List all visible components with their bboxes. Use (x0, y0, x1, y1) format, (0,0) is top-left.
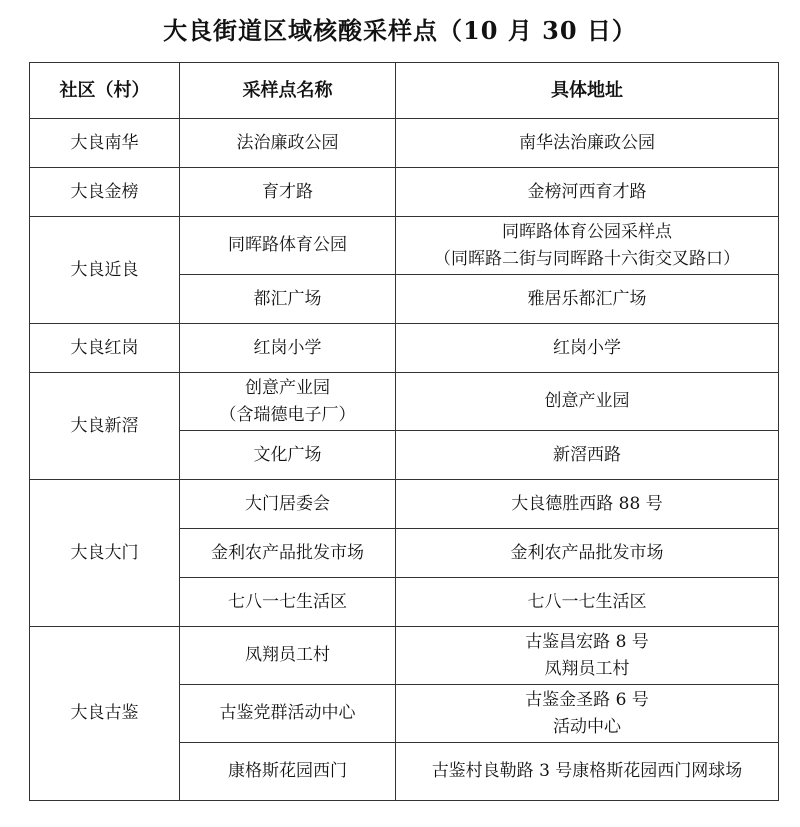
site-name-cell (180, 529, 396, 578)
header-address: 具体地址 (396, 63, 779, 119)
cell-text-line: 金榜河西育才路 (527, 181, 647, 202)
cell-text-line: 七八一七生活区 (527, 591, 647, 612)
cell-text-line: 金利农产品批发市场 (211, 542, 364, 563)
cell-text-line: 古鉴党群活动中心 (219, 703, 356, 723)
cell-text-line: 文化广场 (253, 444, 322, 465)
address-cell (396, 480, 779, 529)
cell-text-line: 育才路 (262, 181, 313, 202)
cell-text-line: 同晖路体育公园采样点 (502, 221, 672, 242)
community-cell: 大良金榜 (30, 168, 180, 217)
site-name-cell (180, 627, 396, 685)
cell-text-line: 同晖路体育公园 (228, 235, 347, 255)
address-cell (396, 743, 779, 801)
site-name-cell (180, 373, 396, 431)
cell-text-line: 金利农产品批发市场 (510, 542, 664, 563)
cell-text-line: 古鉴金圣路 6 号 (525, 689, 649, 710)
site-name-cell (180, 578, 396, 627)
table-row (30, 480, 779, 529)
site-name-cell (180, 431, 396, 480)
address-cell (396, 217, 779, 275)
cell-text-line: 都汇广场 (253, 288, 322, 309)
cell-text-line: 创意产业园 (245, 377, 330, 398)
community-cell: 大良大门 (30, 480, 180, 627)
site-name-cell (180, 217, 396, 275)
table-row (30, 324, 779, 373)
table-row (30, 217, 779, 275)
cell-text-line: （含瑞德电子厂） (219, 404, 356, 425)
community-cell: 大良红岗 (30, 324, 180, 373)
cell-text-line: （同晖路二街与同晖路十六街交叉路口） (434, 248, 740, 269)
site-name-cell (180, 324, 396, 373)
table-body (30, 119, 779, 801)
address-cell (396, 119, 779, 168)
cell-text-line: 新滘西路 (553, 444, 621, 465)
cell-text-line: 古鉴昌宏路 8 号 (525, 631, 649, 652)
header-community: 社区（村） (30, 63, 180, 119)
table-row (30, 627, 779, 685)
cell-text-line: 七八一七生活区 (228, 591, 347, 612)
table-row (30, 168, 779, 217)
cell-text-line: 活动中心 (553, 716, 621, 737)
site-name-cell (180, 275, 396, 324)
address-cell (396, 685, 779, 743)
community-cell: 大良南华 (30, 119, 180, 168)
cell-text-line: 创意产业园 (544, 391, 630, 411)
cell-text-line: 南华法治廉政公园 (519, 132, 655, 153)
cell-text-line: 红岗小学 (253, 337, 322, 358)
address-cell (396, 431, 779, 480)
table-row (30, 373, 779, 431)
cell-text-line: 雅居乐都汇广场 (527, 288, 647, 309)
community-cell: 大良近良 (30, 217, 180, 324)
address-cell (396, 627, 779, 685)
cell-text-line: 大门居委会 (245, 493, 330, 514)
site-name-cell (180, 480, 396, 529)
page-title: 大良街道区域核酸采样点（10 月 30 日） (163, 16, 637, 45)
cell-text-line: 法治廉政公园 (236, 132, 339, 153)
community-cell: 大良新滘 (30, 373, 180, 480)
site-name-cell (180, 743, 396, 801)
cell-text-line: 古鉴村良勒路 3 号康格斯花园西门网球场 (431, 761, 743, 781)
site-name-cell (180, 168, 396, 217)
address-cell (396, 529, 779, 578)
address-cell (396, 578, 779, 627)
table-header-row (30, 63, 779, 119)
header-site-name: 采样点名称 (180, 63, 396, 119)
address-cell (396, 168, 779, 217)
address-cell (396, 324, 779, 373)
site-name-cell (180, 119, 396, 168)
address-cell (396, 275, 779, 324)
address-cell (396, 373, 779, 431)
sampling-sites-table (29, 62, 779, 801)
cell-text-line: 康格斯花园西门 (228, 761, 347, 781)
cell-text-line: 大良德胜西路 88 号 (511, 493, 663, 514)
site-name-cell (180, 685, 396, 743)
cell-text-line: 红岗小学 (553, 337, 621, 358)
table-row (30, 119, 779, 168)
cell-text-line: 凤翔员工村 (544, 658, 630, 679)
community-cell: 大良古鉴 (30, 627, 180, 801)
cell-text-line: 凤翔员工村 (245, 645, 330, 665)
